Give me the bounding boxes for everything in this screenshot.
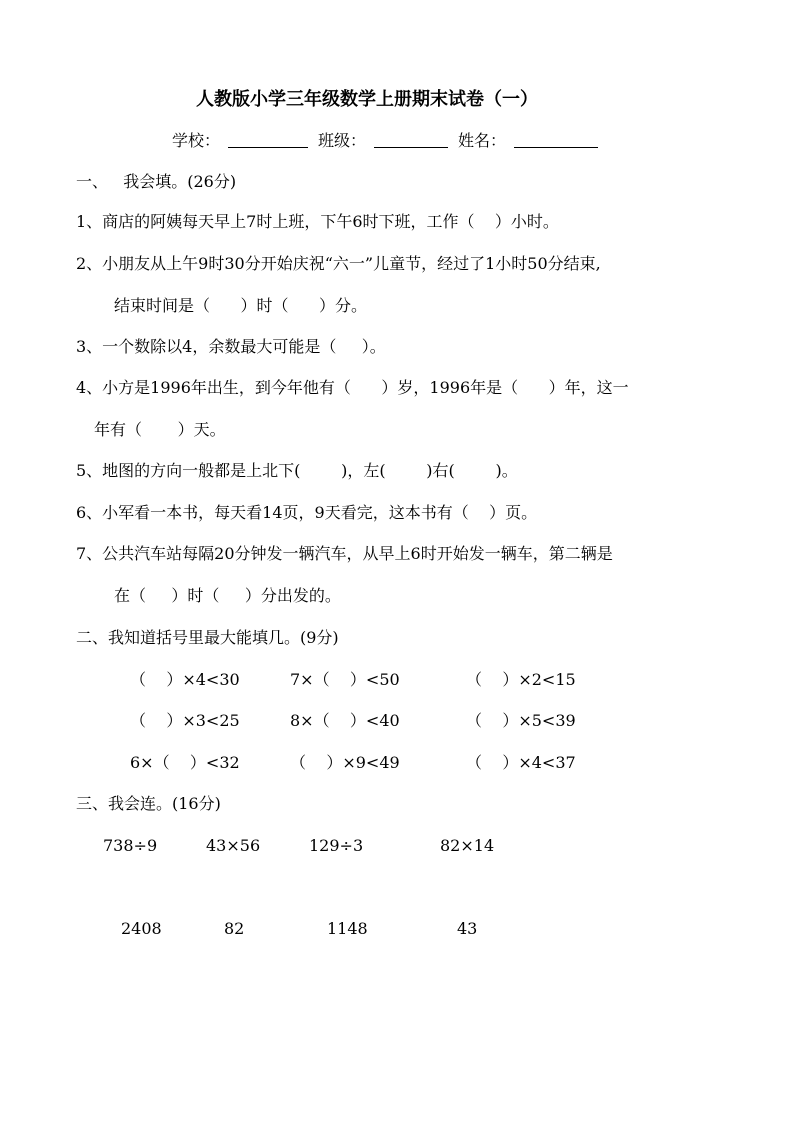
expression-item[interactable]: 43×56	[206, 836, 261, 855]
section-3-heading: 三、我会连。(16分)	[76, 794, 221, 813]
question-6: 6、小军看一本书，每天看14页，9天看完，这本书有（ ）页。	[76, 503, 538, 522]
inequality-item: （ ）×5<39	[466, 711, 576, 730]
inequality-item: （ ）×2<15	[466, 670, 576, 689]
inequality-item: （ ）×4<37	[466, 753, 576, 772]
inequality-item: （ ）×3<25	[130, 711, 240, 730]
question-3: 3、一个数除以4，余数最大可能是（ ）。	[76, 337, 386, 356]
question-4-line-2: 年有（ ）天。	[94, 420, 226, 439]
inequality-item: （ ）×9<49	[290, 753, 400, 772]
expression-item[interactable]: 738÷9	[103, 836, 158, 855]
question-2-line-1: 2、小朋友从上午9时30分开始庆祝“六一”儿童节，经过了1小时50分结束,	[76, 254, 601, 273]
school-field[interactable]	[228, 131, 308, 148]
answer-item[interactable]: 43	[457, 919, 478, 938]
section-2-heading: 二、我知道括号里最大能填几。(9分)	[76, 628, 339, 647]
class-field[interactable]	[374, 131, 448, 148]
name-label: 姓名：	[458, 131, 507, 150]
question-7-line-1: 7、公共汽车站每隔20分钟发一辆汽车，从早上6时开始发一辆车，第二辆是	[76, 544, 613, 563]
expression-item[interactable]: 129÷3	[309, 836, 364, 855]
class-label: 班级：	[318, 131, 367, 150]
question-7-line-2: 在（ ）时（ ）分出发的。	[114, 586, 341, 605]
answer-item[interactable]: 2408	[121, 919, 162, 938]
page-title: 人教版小学三年级数学上册期末试卷（一）	[196, 89, 538, 110]
section-1-heading: 一、 我会填。(26分)	[76, 172, 237, 191]
question-1: 1、商店的阿姨每天早上7时上班，下午6时下班，工作（ ）小时。	[76, 212, 559, 231]
school-label: 学校：	[172, 131, 221, 150]
name-field[interactable]	[514, 131, 598, 148]
inequality-item: 6×（ ）<32	[130, 753, 240, 772]
question-2-line-2: 结束时间是（ ）时（ ）分。	[114, 296, 368, 315]
inequality-item: 7×（ ）<50	[290, 670, 400, 689]
inequality-item: 8×（ ）<40	[290, 711, 400, 730]
inequality-item: （ ）×4<30	[130, 670, 240, 689]
answer-item[interactable]: 82	[224, 919, 245, 938]
question-4-line-1: 4、小方是1996年出生，到今年他有（ ）岁，1996年是（ ）年，这一	[76, 378, 629, 397]
question-5: 5、地图的方向一般都是上北下( )，左( )右( )。	[76, 461, 518, 480]
expression-item[interactable]: 82×14	[440, 836, 495, 855]
answer-item[interactable]: 1148	[327, 919, 368, 938]
